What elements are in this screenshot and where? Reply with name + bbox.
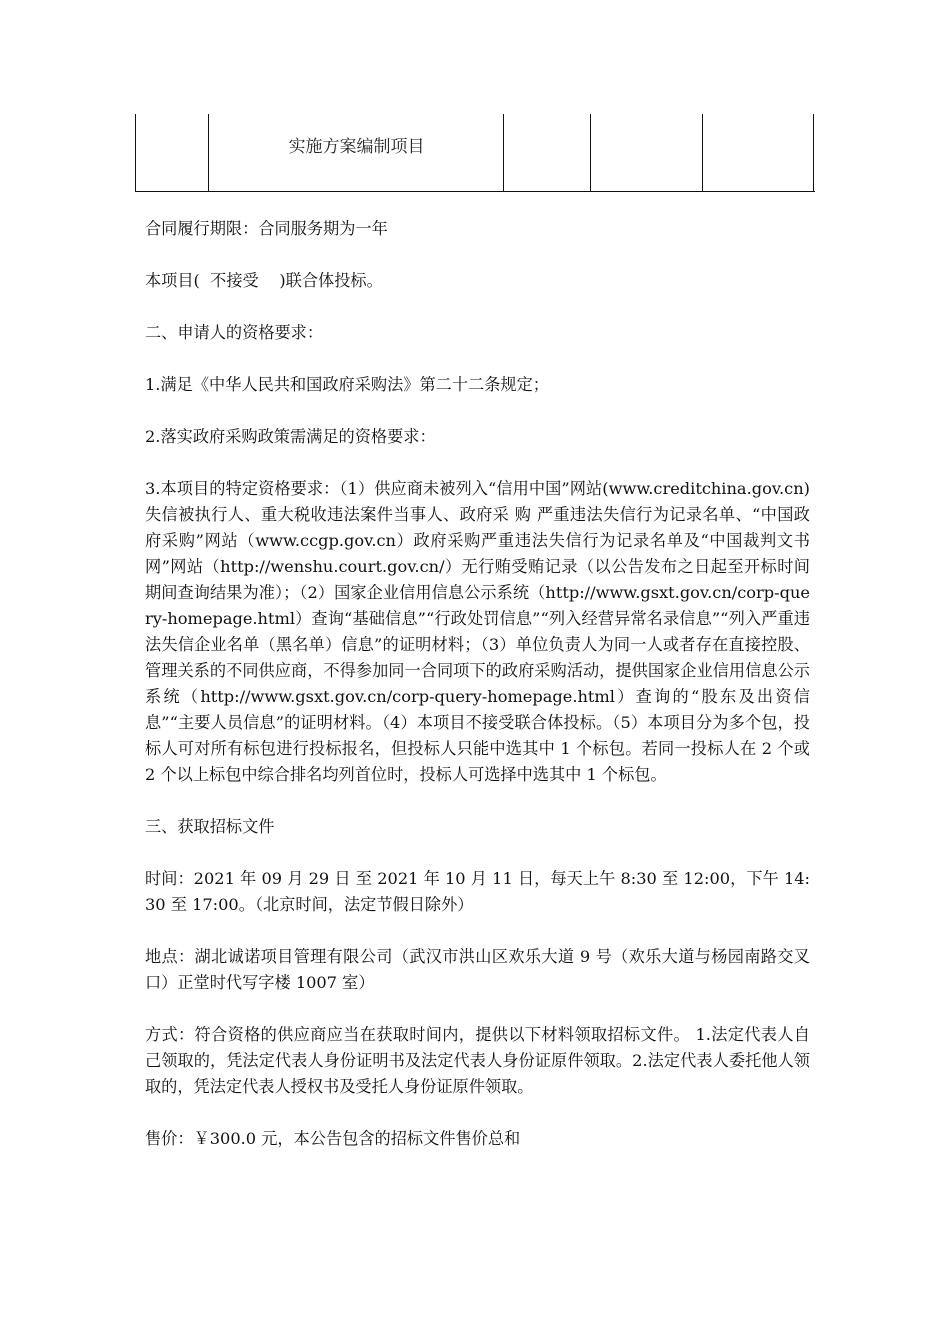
acquisition-method: 方式：符合资格的供应商应当在获取时间内，提供以下材料领取招标文件。 1.法定代表人自己领取的，凭法定代表人身份证明书及法定代表人身份证原件领取。2.法定代表人委托他人领取的，凭法定代表人授权书及受托人身份证原件领取。: [145, 1025, 810, 1096]
document-price: 售价：￥300.0 元，本公告包含的招标文件售价总和: [145, 1129, 521, 1148]
consortium-text: 本项目( 不接受 )联合体投标。: [145, 271, 383, 290]
table-cell-project-name: 实施方案编制项目: [288, 137, 425, 157]
acquisition-location: 地点：湖北诚诺项目管理有限公司（武汉市洪山区欢乐大道 9 号（欢乐大道与杨园南路交叉口）正堂时代写字楼 1007 室）: [145, 947, 810, 992]
section-3-heading: 三、获取招标文件: [145, 817, 275, 836]
requirement-2: 2.落实政府采购政策需满足的资格要求：: [145, 427, 436, 446]
requirement-1: 1.满足《中华人民共和国政府采购法》第二十二条规定；: [145, 375, 549, 394]
table-column-divider: [702, 114, 703, 192]
document-body: [145, 216, 810, 1178]
table-border-right: [813, 114, 814, 192]
table-column-divider: [590, 114, 591, 192]
requirement-3: 3.本项目的特定资格要求：（1）供应商未被列入“信用中国”网站(www.creditchina.gov.cn)失信被执行人、重大税收违法案件当事人、政府采 购 严重违法失信行为记录名单、“中国政府采购”网站（www.ccgp.gov.cn）政府采购严重违法失信行为记录名单及“中国裁判文书网”网站（http://wenshu.court.gov.cn/）无行贿受贿记录（以公告发布之日起至开标时间期间查询结果为准）；（2）国家企业信用信息公示系统（http://www.gsxt.gov.cn/corp-query-homepage.html）查询“基础信息”“行政处罚信息”“列入经营异常名录信息”“列入严重违法失信企业名单（黑名单）信息”的证明材料；（3）单位负责人为同一人或者存在直接控股、管理关系的不同供应商，不得参加同一合同项下的政府采购活动，提供国家企业信用信息公示系统（http://www.gsxt.gov.cn/corp-query-homepage.html）查询的“股东及出资信息”“主要人员信息”的证明材料。（4）本项目不接受联合体投标。（5）本项目分为多个包，投标人可对所有标包进行投标报名，但投标人只能中选其中 1 个标包。若同一投标人在 2 个或 2 个以上标包中综合排名均列首位时，投标人可选择中选其中 1 个标包。: [145, 479, 810, 784]
project-table-fragment: [135, 114, 815, 192]
contract-period-text: 合同履行期限：合同服务期为一年: [145, 219, 388, 238]
table-border-left: [135, 114, 136, 192]
acquisition-time: 时间：2021 年 09 月 29 日 至 2021 年 10 月 11 日，每天上午 8:30 至 12:00，下午 14:30 至 17:00。（北京时间，法定节假日除外）: [145, 869, 810, 914]
table-border-bottom: [135, 191, 815, 192]
section-2-heading: 二、申请人的资格要求：: [145, 323, 324, 342]
